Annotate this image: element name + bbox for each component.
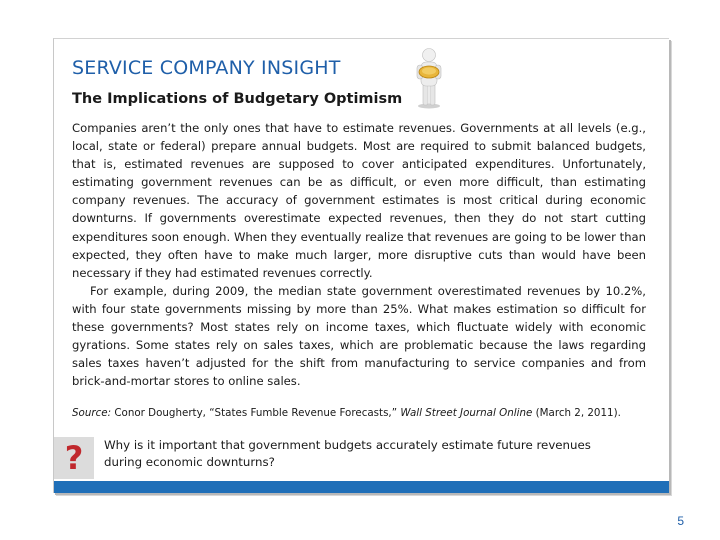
- panel-subheading: The Implications of Budgetary Optimism: [72, 91, 403, 107]
- source-citation: [72, 407, 621, 419]
- source-date: (March 2, 2011).: [535, 407, 621, 419]
- article-body: [72, 119, 646, 390]
- person-holding-coin-figure-icon: [412, 47, 446, 109]
- discussion-question: Why is it important that government budgets accurately estimate future revenues during economic downturns?: [104, 438, 591, 469]
- question-symbol: ?: [64, 439, 84, 477]
- page-number: 5: [677, 514, 684, 528]
- insight-panel: [53, 38, 669, 493]
- article-paragraph-1: Companies aren’t the only ones that have to estimate revenues. Governments at all levels (e.g., local, state or federal) prepare annual budgets. Most are required to submit balanced budgets, that is, estimated revenues are supposed to cover anticipated expenditures. Unfortunately, estimating government revenues can be as difficult, or even more difficult, than estimating company revenues. The accuracy of government estimates is most critical during economic downturns. If governments overestimate expected revenues, then they do not start cutting expenditures soon enough. When they eventually realize that revenues are going to be lower than expected, they often have to make much larger, more disruptive cuts than would have been necessary if they had estimated revenues correctly.: [72, 121, 646, 280]
- source-publication: Wall Street Journal Online: [400, 407, 533, 419]
- question-mark-icon: [54, 437, 94, 479]
- source-author: Conor Dougherty, “States Fumble Revenue Forecasts,”: [114, 407, 398, 419]
- source-label: Source:: [72, 407, 112, 419]
- panel-footer-bar: [54, 481, 669, 493]
- article-paragraph-2: For example, during 2009, the median state government overestimated revenues by 10.2%, with four state governments missing by more than 25%. What makes estimation so difficult for these governments? Most states rely on income taxes, which fluctuate widely with economic gyrations. Some states rely on sales taxes, which are problematic because the laws regarding sales taxes haven’t adjusted for the shift from manufacturing to service companies and from brick-and-mortar stores to online sales.: [72, 283, 646, 389]
- panel-heading: SERVICE COMPANY INSIGHT: [72, 57, 341, 79]
